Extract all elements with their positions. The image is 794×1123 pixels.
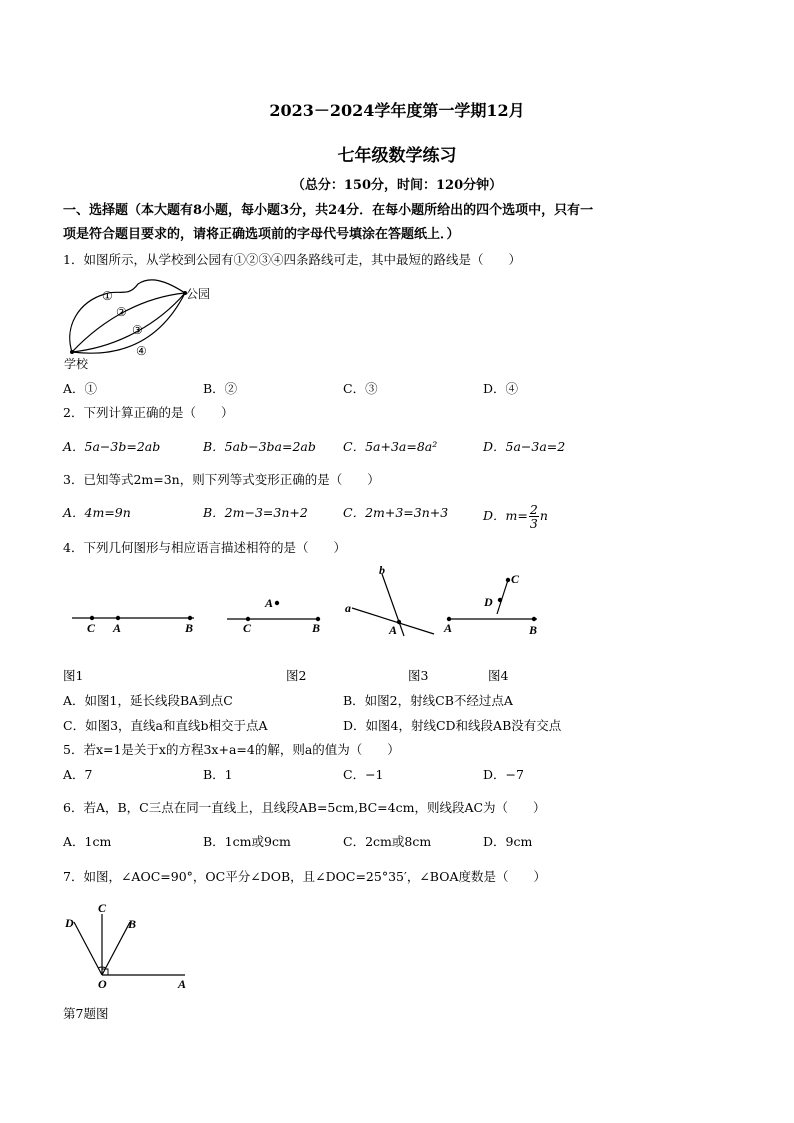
fig3-point-a [397, 620, 401, 624]
route-1-label: ① [102, 289, 113, 303]
q6-text: 6．若A，B，C三点在同一直线上，且线段AB=5cm,BC=4cm，则线段AC为（ ） [63, 800, 546, 815]
q7-text: 7．如图，∠AOC=90°，OC平分∠DOB，且∠DOC=25°35′，∠BOA度数是（ ） [63, 869, 546, 884]
q4-text: 4．下列几何图形与相应语言描述相符的是（ ） [63, 540, 346, 555]
q7-label-b: B [128, 917, 137, 931]
park-label: 公园 [186, 287, 211, 301]
ray-ob [102, 922, 130, 975]
fig4-label-d: D [484, 595, 493, 609]
q5-option-a[interactable]: A．7 [63, 767, 93, 782]
fig4-label-b: B [529, 623, 538, 637]
q4-option-d[interactable]: D．如图4，射线CD和线段AB没有交点 [343, 718, 562, 733]
route-3-label: ③ [132, 323, 143, 337]
fig4-point-b [532, 617, 536, 621]
q1-option-a[interactable]: A．① [63, 381, 98, 396]
fig2-label-b: B [312, 621, 321, 635]
fig2-caption: 图2 [286, 668, 307, 683]
q4-option-b[interactable]: B．如图2，射线CB不经过点A [343, 693, 513, 708]
q5-option-b[interactable]: B．1 [203, 767, 233, 782]
q7-label-o: O [98, 977, 107, 991]
fig3-label-a-point: A [389, 623, 398, 637]
section1-instructions-line2: 项是符合题目要求的，请将正确选项前的字母代号填涂在答题纸上．） [63, 227, 460, 242]
q3-text: 3．已知等式2m=3n，则下列等式变形正确的是（ ） [63, 472, 380, 487]
fig4-point-d [498, 598, 502, 602]
q2-option-d[interactable]: D．5a−3a=2 [483, 439, 566, 454]
q5-option-c[interactable]: C．−1 [343, 767, 384, 782]
route-4-label: ④ [136, 344, 147, 358]
fig4-label-a: A [444, 621, 453, 635]
q1-option-b[interactable]: B．② [203, 381, 238, 396]
route-1-path [70, 280, 185, 352]
q5-option-d[interactable]: D．−7 [483, 767, 524, 782]
route-2-label: ② [116, 305, 127, 319]
fig3-label-a-line: a [345, 601, 351, 615]
section1-instructions-line1: 一、选择题（本大题有8小题，每小题3分，共24分．在每小题所给出的四个选项中，只有一 [63, 203, 594, 218]
q6-option-c[interactable]: C．2cm或8cm [343, 834, 432, 849]
fig1-label-a: A [113, 621, 122, 635]
fig4-ray-cd [497, 580, 508, 614]
q1-option-d[interactable]: D．④ [483, 381, 519, 396]
q4-option-a[interactable]: A．如图1，延长线段BA到点C [63, 693, 233, 708]
q6-option-b[interactable]: B．1cm或9cm [203, 834, 291, 849]
q3-option-a[interactable]: A．4m=9n [63, 505, 131, 520]
q3-option-c[interactable]: C．2m+3=3n+3 [343, 505, 449, 520]
fig1-point-b [188, 616, 192, 620]
q3-option-d-var: n [539, 508, 548, 523]
q3-option-b[interactable]: B．2m−3=3n+2 [203, 505, 308, 520]
q7-label-d: D [65, 916, 74, 930]
exam-title: 2023－2024学年度第一学期12月 [269, 101, 525, 120]
fraction-denominator: 3 [529, 516, 538, 531]
q1-option-c[interactable]: C．③ [343, 381, 378, 396]
q7-caption: 第7题图 [63, 1006, 109, 1021]
fig1-caption: 图1 [63, 668, 84, 683]
q2-option-c[interactable]: C．5a+3a=8a² [343, 439, 438, 454]
q7-angle-figure [60, 900, 195, 992]
q2-text: 2．下列计算正确的是（ ） [63, 405, 234, 420]
fig3-label-b-line: b [379, 563, 385, 577]
fig2-label-c: C [243, 621, 252, 635]
fig1-point-c [90, 616, 94, 620]
q6-option-a[interactable]: A．1cm [63, 834, 112, 849]
q2-option-b[interactable]: B．5ab−3ba=2ab [203, 439, 316, 454]
fig1-label-b: B [185, 621, 194, 635]
q7-label-c: C [98, 901, 107, 915]
q2-option-a[interactable]: A．5a−3b=2ab [63, 439, 161, 454]
q3-option-d-lhs: D．m= [483, 508, 528, 523]
school-point [70, 350, 74, 354]
fig3-caption: 图3 [408, 668, 429, 683]
q7-label-a: A [178, 977, 187, 991]
fig4-point-c [506, 578, 510, 582]
q4-option-c[interactable]: C．如图3，直线a和直线b相交于点A [63, 718, 268, 733]
q4-figures [62, 562, 562, 640]
fig1-label-c: C [87, 621, 96, 635]
fraction-numerator: 2 [529, 502, 538, 517]
q5-text: 5．若x=1是关于x的方程3x+a=4的解，则a的值为（ ） [63, 742, 400, 757]
fig4-caption: 图4 [488, 668, 509, 683]
school-label: 学校 [64, 357, 89, 371]
exam-subtitle: 七年级数学练习 [337, 146, 457, 166]
q1-route-figure [60, 272, 230, 372]
fig2-label-a: A [265, 596, 274, 610]
ray-od [74, 922, 102, 975]
fig2-point-a [275, 601, 279, 605]
q3-option-d[interactable] [483, 503, 548, 530]
exam-meta: （总分：150分，时间：120分钟） [291, 178, 503, 193]
fig4-label-c: C [511, 572, 520, 586]
fraction [529, 503, 539, 530]
q6-option-d[interactable]: D．9cm [483, 834, 533, 849]
q1-text: 1．如图所示，从学校到公园有①②③④四条路线可走，其中最短的路线是（ ） [63, 252, 521, 267]
fig1-point-a [116, 616, 120, 620]
